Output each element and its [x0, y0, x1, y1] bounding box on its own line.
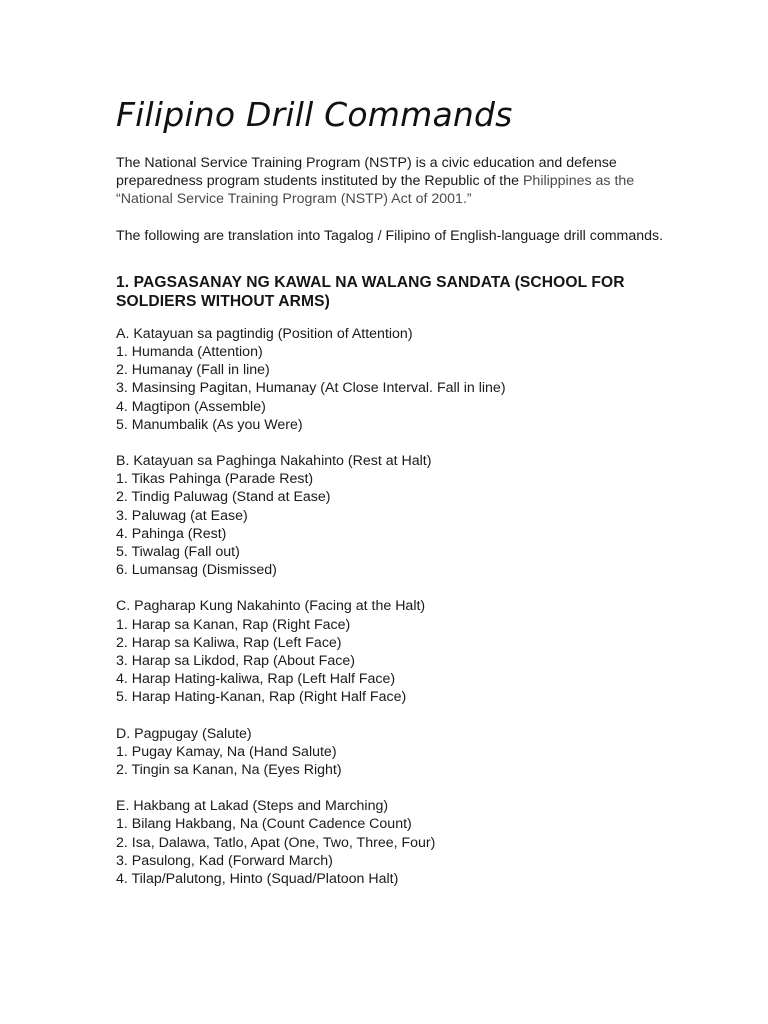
command-item: 2. Tindig Paluwag (Stand at Ease) [116, 489, 331, 506]
command-item: 1. Tikas Pahinga (Parade Rest) [116, 471, 314, 488]
command-group-title: A. Katayuan sa pagtindig (Position of Attention) [116, 325, 413, 342]
intro-paragraph-1-main: The National Service Training Program (NSTP) is a civic education and defense preparedness program students instituted by the Republic of the [116, 155, 617, 190]
command-group [116, 452, 676, 579]
command-group [116, 597, 676, 706]
command-item: 4. Magtipon (Assemble) [116, 398, 266, 415]
command-item: 3. Pasulong, Kad (Forward March) [116, 852, 333, 869]
command-item: 1. Pugay Kamay, Na (Hand Salute) [116, 743, 337, 760]
intro-paragraph-1 [116, 154, 676, 209]
command-group-title: E. Hakbang at Lakad (Steps and Marching) [116, 798, 389, 815]
command-item: 1. Humanda (Attention) [116, 344, 263, 361]
command-item: 4. Harap Hating-kaliwa, Rap (Left Half Face) [116, 671, 396, 688]
command-item: 5. Tiwalag (Fall out) [116, 544, 240, 561]
command-item: 2. Harap sa Kaliwa, Rap (Left Face) [116, 634, 342, 651]
command-item: 4. Pahinga (Rest) [116, 525, 227, 542]
command-item: 3. Paluwag (at Ease) [116, 507, 248, 524]
intro-paragraph-1-tail: Philippines as the “National Service Training Program (NSTP) Act of 2001.” [116, 173, 635, 208]
command-item: 3. Harap sa Likdod, Rap (About Face) [116, 653, 355, 670]
document-page [116, 94, 676, 906]
command-item: 2. Tingin sa Kanan, Na (Eyes Right) [116, 762, 342, 779]
command-item: 1. Harap sa Kanan, Rap (Right Face) [116, 616, 351, 633]
command-group [116, 325, 676, 434]
command-item: 6. Lumansag (Dismissed) [116, 562, 277, 579]
command-item: 5. Manumbalik (As you Were) [116, 416, 303, 433]
command-item: 5. Harap Hating-Kanan, Rap (Right Half Face) [116, 689, 407, 706]
section-heading: 1. PAGSASANAY NG KAWAL NA WALANG SANDATA (SCHOOL FOR SOLDIERS WITHOUT ARMS) [116, 273, 625, 311]
command-group-title: C. Pagharap Kung Nakahinto (Facing at the Halt) [116, 598, 426, 615]
command-item: 4. Tilap/Palutong, Hinto (Squad/Platoon Halt) [116, 871, 399, 888]
command-group-title: D. Pagpugay (Salute) [116, 725, 252, 742]
command-groups [116, 325, 676, 888]
command-group [116, 725, 676, 780]
document-title: Filipino Drill Commands [116, 95, 513, 134]
command-item: 2. Humanay (Fall in line) [116, 362, 270, 379]
command-item: 2. Isa, Dalawa, Tatlo, Apat (One, Two, Three, Four) [116, 834, 436, 851]
command-item: 1. Bilang Hakbang, Na (Count Cadence Count) [116, 816, 412, 833]
command-item: 3. Masinsing Pagitan, Humanay (At Close Interval. Fall in line) [116, 380, 506, 397]
command-group [116, 797, 676, 888]
command-group-title: B. Katayuan sa Paghinga Nakahinto (Rest at Halt) [116, 453, 432, 470]
intro-paragraph-2: The following are translation into Tagalog / Filipino of English-language drill commands. [116, 227, 664, 244]
